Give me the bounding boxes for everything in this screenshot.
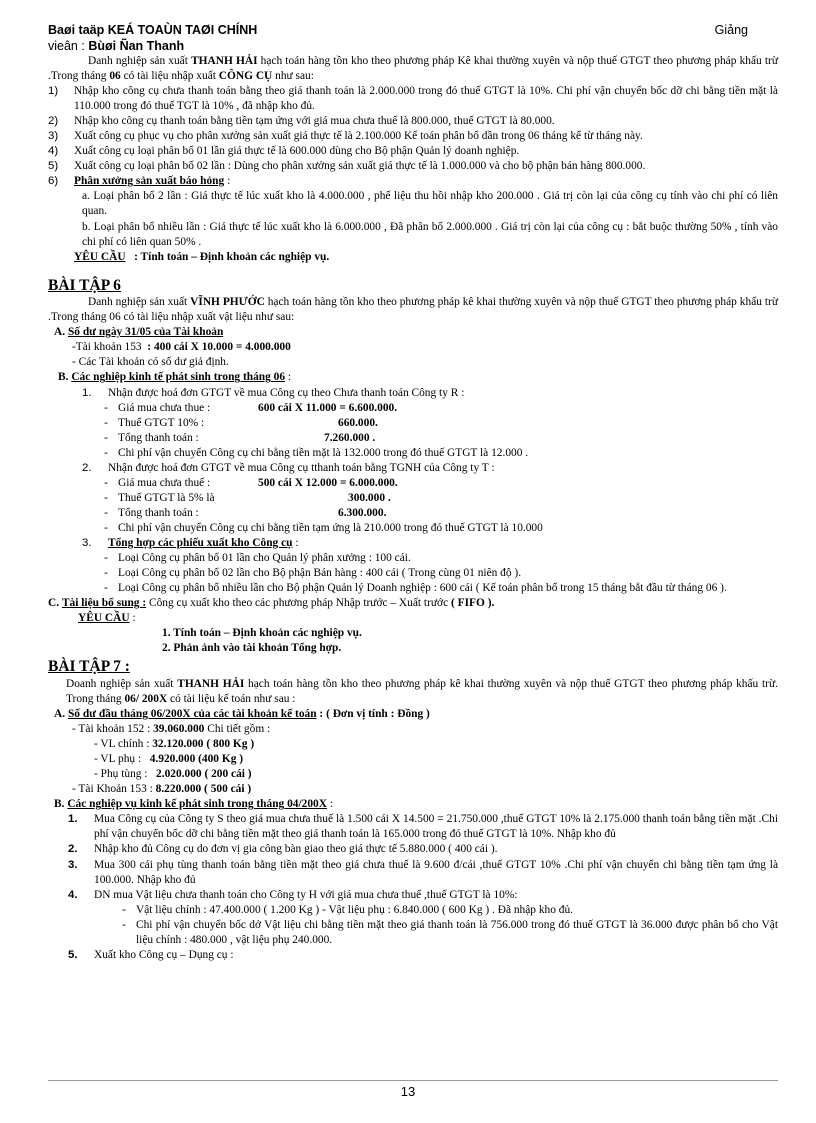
header-author-label: vieân : [48, 39, 85, 53]
intro-text: có tài liệu nhập xuất [123, 70, 216, 83]
dash-text: Chi phí vận chuyển bốc dở Vật liệu chi bằng tiền mặt theo giá thanh toán là 756.000 trong đó thuế GTGT là 36.000 được phân bổ cho Vật liệu chính : 480.000 , vật liệu phụ 240.000. [136, 918, 778, 946]
section-colon: : [329, 798, 333, 811]
section-label: B. [58, 371, 69, 384]
item-number: 4. [68, 888, 78, 901]
list-item [48, 159, 778, 174]
section-title: Số dư ngày 31/05 của Tài khoản [67, 326, 224, 339]
dash-label: Giá mua chưa thuế : [118, 476, 211, 489]
dash-label: Tổng thanh toán : [118, 506, 199, 519]
item-text: Nhập kho công cụ thanh toán bằng tiền tạm ứng với giá mua chưa thuế là 800.000, thuế GTGT là 80.000. [74, 115, 555, 128]
account-value: 39.060.000 [153, 723, 205, 736]
intro-text: Danh nghiệp sản xuất [88, 296, 188, 309]
dash-item: - Vật liệu chính : 47.400.000 ( 1.200 Kg ) - Vật liệu phụ : 6.840.000 ( 600 Kg ) . Đã nhập kho đủ. [48, 903, 778, 918]
item-number: 1) [48, 85, 59, 98]
period-value: 06/ 200X [124, 693, 168, 706]
dash-item: - Chi phí vận chuyển bốc dở Vật liệu chi bằng tiền mặt theo giá thanh toán là 756.000 trong đó thuế GTGT là 36.000 được phân bổ cho Vật liệu chính : 480.000 , vật liệu phụ 240.000. [48, 918, 778, 948]
account-label: -Tài khoản 153 [72, 341, 142, 354]
account-qty: ( 800 Kg ) [206, 738, 255, 751]
section-label: B. [54, 798, 65, 811]
exercise-6 [48, 277, 778, 657]
dash-text: Loại Công cụ phân bổ 02 lần cho Bộ phận Bán hàng : 400 cái ( Trong cùng 01 niên độ ). [118, 567, 522, 580]
account-qty: ( 200 cái ) [204, 768, 252, 781]
dash-item: - Loại Công cụ phân bổ nhiều lần cho Bộ phận Quản lý Doanh nghiệp : 600 cái ( Kế toán phân bổ trong 15 tháng bắt đầu từ tháng 06 ). [48, 581, 778, 596]
balance-line [48, 340, 778, 355]
intro-text: như sau: [275, 70, 314, 83]
section-title: Tài liệu bổ sung : [61, 597, 147, 610]
dash-value: 660.000. [338, 416, 378, 429]
item-heading: Tổng hợp các phiếu xuất kho Công cụ [108, 537, 293, 549]
page-header [48, 22, 778, 54]
requirement-item: 2. Phản ảnh vào tài khoản Tổng hợp. [162, 642, 342, 655]
list-item [48, 812, 778, 842]
list-item [48, 461, 778, 476]
dash-text: Loại Công cụ phân bổ 01 lần cho Quản lý phân xưởng : 100 cái. [118, 552, 411, 565]
section-title: Các nghiệp vụ kinh kế phát sinh trong tháng 04/200X [67, 798, 327, 811]
dash-item: - Giá mua chưa thue : 600 cái X 11.000 = 6.600.000. [48, 401, 778, 416]
list-item [48, 144, 778, 159]
item-text: Nhận được hoá đơn GTGT về mua Công cụ theo Chưa thanh toán Công ty R : [108, 386, 465, 399]
month-value: 06 [109, 70, 121, 83]
account-label: - VL chính : [94, 738, 150, 751]
header-right-text: Giảng [714, 23, 748, 37]
item-number: 2. [82, 461, 92, 474]
item-number: 6) [48, 175, 59, 188]
item-text: Nhập kho đủ Công cụ do đơn vị gia công bàn giao theo giá thực tế 5.880.000 ( 400 cái ). [94, 843, 498, 856]
company-name: THANH HẢI [177, 677, 245, 690]
intro-paragraph [48, 54, 778, 84]
requirement-label: YÊU CẦU [74, 250, 126, 263]
account-label: - Phụ tùng : [94, 768, 148, 781]
dash-text: Chi phí vận chuyển Công cụ chi bằng tiền tạm ứng là 210.000 trong đó thuế GTGT là 10.000 [118, 521, 543, 534]
dash-text: Chi phí vận chuyển Công cụ chi bằng tiền mặt là 132.000 trong đó thuế GTGT là 12.000 . [118, 446, 529, 459]
item-text: Nhập kho công cụ chưa thanh toán bằng theo giá thanh toán là 2.000.000 trong đó thuế GTGT là 10%. Chi phí vận chuyển bốc dỡ chi bằng tiền mặt là 110.000 trong đó thuế TGT là 10% , đã nhập kho đủ. [74, 85, 778, 113]
list-item [48, 114, 778, 129]
dash-label: Tổng thanh toán : [118, 431, 199, 444]
dash-value: 500 cái X 12.000 = 6.000.000. [258, 476, 398, 489]
header-author-name: Bùøi Ñan Thanh [88, 39, 185, 53]
item-text: Xuất công cụ loại phân bổ 01 lần giá thực tế là 600.000 dùng cho Bộ phận Quản lý doanh nghiệp. [74, 145, 520, 158]
account-value: 4.920.000 [149, 753, 196, 766]
account-note: Chi tiết gồm : [207, 723, 271, 736]
account-label: - Tài Khoản 153 : [72, 783, 153, 796]
section-heading [48, 797, 778, 812]
item-type: CÔNG CỤ [218, 70, 273, 83]
item-text: DN mua Vật liệu chưa thanh toán cho Công ty H với giá mua chưa thuế ,thuế GTGT là 10%: [94, 888, 518, 901]
intro-section [48, 54, 778, 265]
list-item [48, 129, 778, 144]
section-heading [48, 707, 778, 722]
section-label: A. [54, 326, 66, 339]
exercise-7 [48, 658, 778, 962]
dash-value: 6.300.000. [338, 506, 387, 519]
list-item [48, 174, 778, 189]
requirement-line [48, 611, 778, 626]
item-number: 3) [48, 130, 59, 143]
item-number: 3. [82, 537, 92, 549]
sub-item: b. Loại phân bổ nhiều lần : Giá thực tế lúc xuất kho là 6.000.000 , Đã phân bổ 2.000.000 . Giá trị còn lại của công cụ : bắt buộc thường 50% , tính vào chi phí có liên quan 50% . [82, 220, 778, 248]
intro-text: hạch toán hàng tồn kho theo phương pháp Kê khai thường xuyên và nộp thuế GTGT theo phương pháp khấu trừ .Trong tháng [48, 55, 778, 83]
account-value: 8.220.000 ( 500 cái ) [155, 783, 252, 796]
section-colon: : [287, 371, 292, 384]
company-name: VĨNH PHƯỚC [190, 296, 265, 309]
intro-text: hạch toán hàng tồn kho theo phương pháp kê khai thường xuyên và nộp thuế GTGT theo phương pháp khấu trừ .Trong tháng 06 có tài liệu nhập xuất vật liệu như sau: [48, 296, 778, 324]
dash-label: Thuế GTGT là 5% là [118, 491, 215, 504]
company-name: THANH HẢI [191, 55, 258, 67]
item-text: : [227, 175, 231, 188]
exercise-intro [48, 295, 778, 325]
requirement-item: 1. Tính toán – Định khoản các nghiệp vụ. [162, 627, 362, 640]
list-item [48, 536, 778, 551]
section-label: A. [54, 708, 66, 721]
section-bold: ( FIFO ). [451, 597, 495, 610]
section-title: Số dư đầu tháng 06/200X của các tài khoản kế toán [67, 708, 317, 721]
exercise-title: BÀI TẬP 6 [48, 276, 121, 294]
section-label: C. [48, 597, 60, 610]
dash-label: Giá mua chưa thue : [118, 401, 211, 414]
balance-line [48, 752, 778, 767]
balance-line [48, 782, 778, 797]
balance-line [48, 737, 778, 752]
item-colon: : [295, 537, 299, 549]
list-item [48, 888, 778, 903]
section-heading [48, 370, 778, 385]
dash-text: Loại Công cụ phân bổ nhiều lần cho Bộ phận Quản lý Doanh nghiệp : 600 cái ( Kế toán phân bổ trong 15 tháng bắt đầu từ tháng 06 ). [118, 582, 727, 595]
list-item [48, 842, 778, 857]
section-heading [48, 325, 778, 340]
document-page [48, 22, 778, 963]
footer-divider [48, 1080, 778, 1081]
dash-item: - Chi phí vận chuyển Công cụ chi bằng tiền mặt là 132.000 trong đó thuế GTGT là 12.000 . [48, 446, 778, 461]
dash-label: Thuế GTGT 10% : [118, 416, 205, 429]
account-qty: (400 Kg ) [198, 753, 244, 766]
dash-item: - Loại Công cụ phân bổ 01 lần cho Quản lý phân xưởng : 100 cái. [48, 551, 778, 566]
intro-text: có tài liệu kế toán như sau : [170, 693, 296, 706]
list-item [48, 948, 778, 963]
page-number: 13 [400, 1084, 416, 1099]
requirement-text: : Tính toán – Định khoản các nghiệp vụ. [134, 250, 330, 263]
item-number: 1. [82, 386, 92, 399]
item-number: 5. [68, 948, 78, 961]
item-heading: Phân xưởng sản xuất báo hỏng [74, 175, 225, 188]
exercise-intro [48, 677, 778, 707]
dash-value: 600 cái X 11.000 = 6.600.000. [258, 401, 398, 414]
item-text: Nhận được hoá đơn GTGT về mua Công cụ tthanh toán bằng TGNH của Công ty T : [108, 461, 495, 474]
section-unit: : ( Đơn vị tính : Đồng ) [319, 708, 430, 721]
item-text: Xuất kho Công cụ – Dụng cụ : [94, 948, 234, 961]
item-number: 1. [68, 813, 78, 826]
requirement-line [48, 250, 778, 265]
item-text: Xuất công cụ loại phân bổ 02 lần : Dùng cho phân xưởng sản xuất giá thực tế là 1.000.000 và cho bộ phận bán hàng 800.000. [74, 160, 646, 173]
item-text: Xuất công cụ phục vụ cho phân xưởng sản xuất giá thực tế là 2.100.000 Kế toán phân bổ dần trong 06 tháng kể từ tháng này. [74, 130, 643, 143]
dash-value: 7.260.000 . [324, 431, 376, 444]
item-number: 4) [48, 145, 59, 158]
intro-text: hạch toán hàng tồn kho theo phương pháp kê khai thường xuyên và nộp thuế GTGT theo phương pháp khấu trừ. Trong tháng [66, 677, 778, 706]
dash-item: - Loại Công cụ phân bổ 02 lần cho Bộ phận Bán hàng : 400 cái ( Trong cùng 01 niên độ ). [48, 566, 778, 581]
item-number: 3. [68, 858, 78, 871]
section-heading [48, 596, 778, 611]
header-title: Baøi taäp KEÁ TOAÙN TAØI CHÍNH [48, 23, 258, 37]
dash-text: Vật liệu chính : 47.400.000 ( 1.200 Kg ) - Vật liệu phụ : 6.840.000 ( 600 Kg ) . Đã nhập kho đủ. [136, 903, 574, 916]
intro-text: Doanh nghiệp sản xuất [66, 677, 174, 690]
sub-item: a. Loại phân bổ 2 lần : Giá thực tế lúc xuất kho là 4.000.000 , phế liệu thu hồi nhập kho 200.000 . Giá trị còn lại của công cụ tính vào chi phí có liên quan. [82, 190, 778, 218]
item-number: 2. [68, 843, 78, 856]
dash-value: 300.000 . [348, 491, 391, 504]
dash-item: - Thuế GTGT 10% : 660.000. [48, 416, 778, 431]
account-value: 2.020.000 [156, 768, 202, 781]
dash-item: - Chi phí vận chuyển Công cụ chi bằng tiền tạm ứng là 210.000 trong đó thuế GTGT là 10.000 [48, 521, 778, 536]
requirement-colon: : [132, 612, 136, 625]
balance-line: - Các Tài khoản có số dư giả định. [72, 356, 229, 369]
dash-item: - Tổng thanh toán : 7.260.000 . [48, 431, 778, 446]
balance-line [48, 767, 778, 782]
exercise-title: BÀI TẬP 7 : [48, 658, 130, 676]
intro-text: Danh nghiệp sản xuất [88, 55, 188, 67]
list-item [48, 386, 778, 401]
account-value: : 400 cái X 10.000 = 4.000.000 [147, 341, 291, 354]
section-text: Công cụ xuất kho theo các phương pháp Nhập trước – Xuất trước [149, 597, 449, 610]
balance-line [48, 722, 778, 737]
section-title: Các nghiệp kinh tế phát sinh trong tháng 06 [71, 371, 286, 384]
dash-item: - Thuế GTGT là 5% là 300.000 . [48, 491, 778, 506]
item-text: Mua Công cụ của Công ty S theo giá mua chưa thuế là 1.500 cái X 14.500 = 21.750.000 ,thuế GTGT 10% là 2.175.000 thanh toán bằng tiền mặt .Chi phí vận chuyển bốc dỡ chi bằng tiền mặt theo giá thanh toán là 165.000 trong đó thuế GTGT là 10%. Nhập kho đủ [94, 813, 778, 841]
item-number: 2) [48, 115, 59, 128]
account-label: - VL phụ : [94, 753, 142, 766]
dash-item: - Giá mua chưa thuế : 500 cái X 12.000 = 6.000.000. [48, 476, 778, 491]
requirement-label: YÊU CẦU [78, 612, 130, 625]
list-item [48, 84, 778, 114]
list-item [48, 858, 778, 888]
item-number: 5) [48, 160, 59, 173]
dash-item: - Tổng thanh toán : 6.300.000. [48, 506, 778, 521]
account-value: 32.120.000 [152, 738, 204, 751]
item-text: Mua 300 cái phụ tùng thanh toán bằng tiền mặt theo giá chưa thuế là 9.600 đ/cái ,thuế GTGT 10% .Chi phí vận chuyển chi bằng tiền tạm ứng là 100.000. Nhập kho đủ [94, 858, 778, 886]
account-label: - Tài khoản 152 : [72, 723, 151, 736]
